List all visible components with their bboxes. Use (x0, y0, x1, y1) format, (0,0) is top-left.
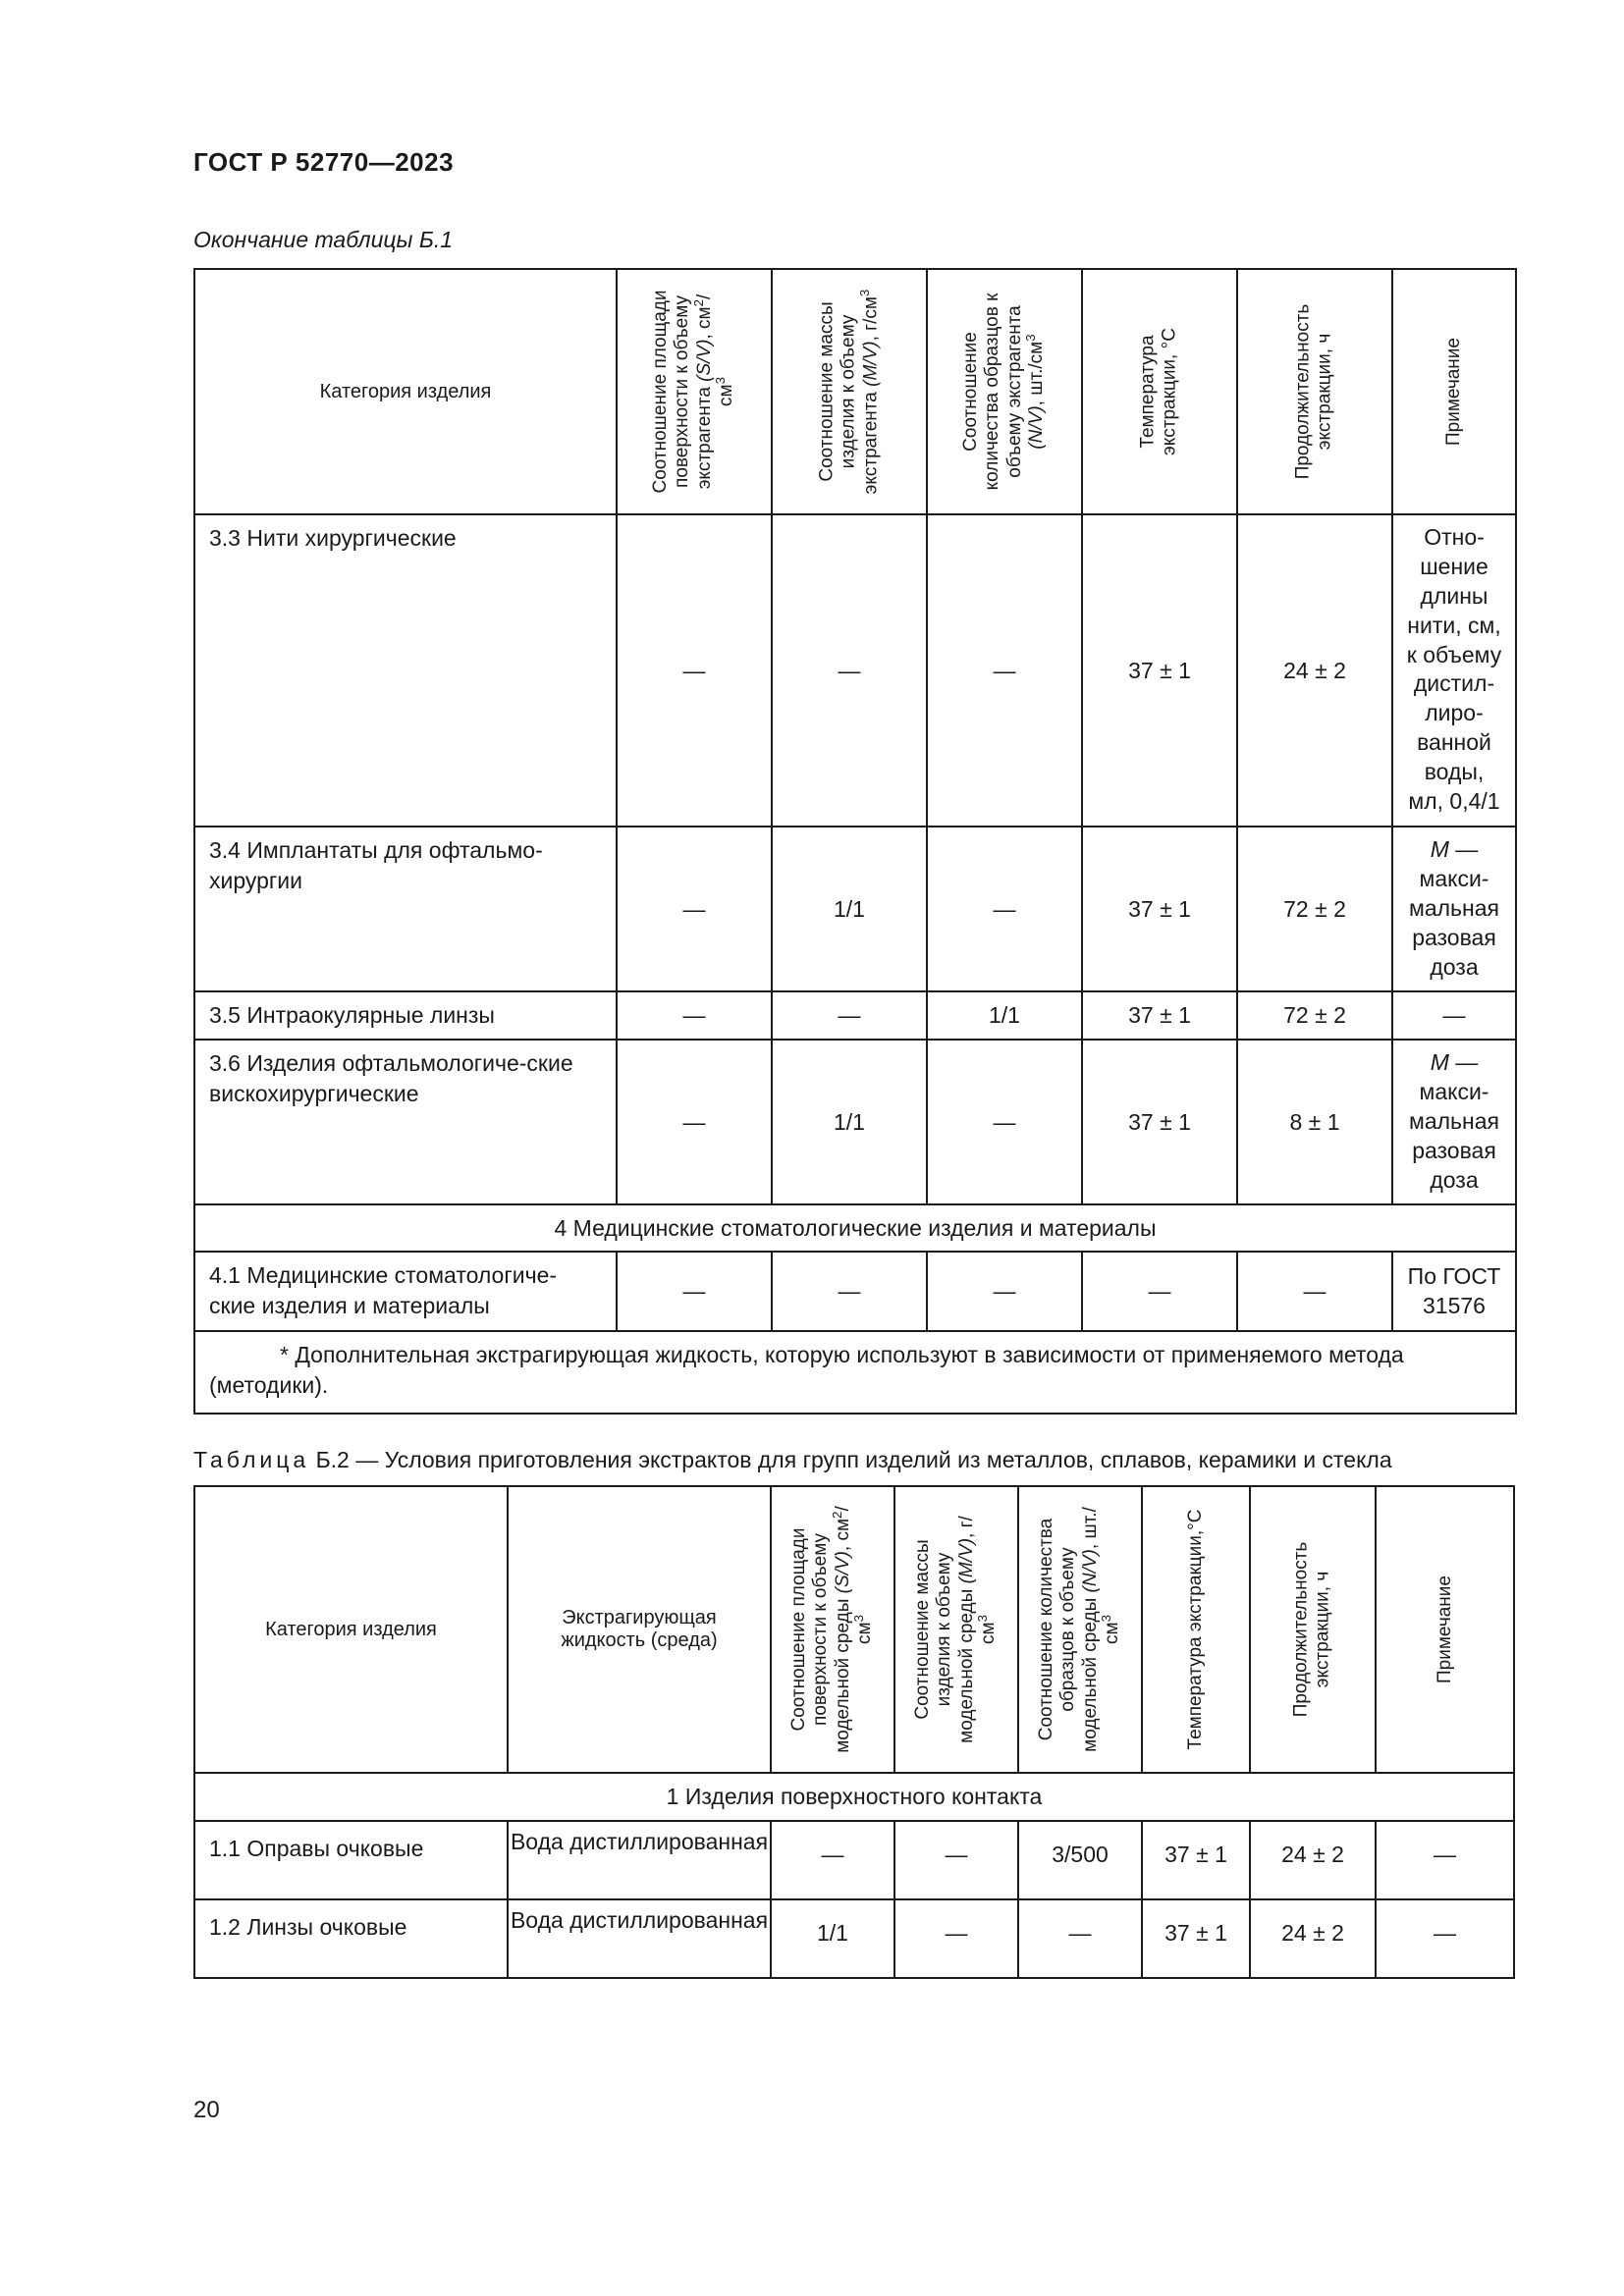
cell-nv: — (927, 1252, 1082, 1331)
cell-duration: 8 ± 1 (1237, 1040, 1392, 1204)
cell-category: 3.3 Нити хирургические (194, 514, 617, 827)
cell-temperature: 37 ± 1 (1142, 1821, 1250, 1899)
cell-mv: 1/1 (772, 827, 927, 991)
cell-category: 3.4 Имплантаты для офтальмо-хирургии (194, 827, 617, 991)
column-header-category: Категория изделия (194, 269, 617, 514)
cell-mv: — (894, 1821, 1018, 1899)
cell-category: 1.1 Оправы очковые (194, 1821, 508, 1899)
cell-note: M — макси- мальная разовая доза (1392, 1040, 1516, 1204)
section-row (194, 1773, 1514, 1821)
cell-note: — (1376, 1899, 1514, 1978)
table-b2-title: Таблица Б.2 — Условия приготовления экстрактов для групп изделий из металлов, сплавов, керамики и стекла (193, 1447, 1392, 1472)
column-header-duration: Продолжительность экстракции, ч (1237, 269, 1392, 514)
column-header-sv: Соотношение площади поверхности к объему экстрагента (S/V), $см^2/см^3$ (617, 269, 772, 514)
table-b1 (193, 268, 1517, 1415)
cell-temperature: 37 ± 1 (1082, 827, 1237, 991)
column-header-liquid: Экстрагирующая жидкость (среда) (508, 1486, 771, 1773)
cell-nv: 3/500 (1018, 1821, 1142, 1899)
cell-temperature: 37 ± 1 (1082, 1040, 1237, 1204)
table-row (194, 1040, 1516, 1204)
table-row (194, 1252, 1516, 1331)
table-row (194, 827, 1516, 991)
cell-nv: — (1018, 1899, 1142, 1978)
cell-duration: 72 ± 2 (1237, 827, 1392, 991)
cell-liquid: Вода дистиллированная (508, 1899, 771, 1978)
column-header-sv: Соотношение площади поверхности к объему модельной среды (S/V), $см^2/см^3$ (771, 1486, 894, 1773)
cell-mv: 1/1 (772, 1040, 927, 1204)
column-header-mv: Соотношение массы изделия к объему экстрагента (M/V), $г/см^3$ (772, 269, 927, 514)
cell-sv: 1/1 (771, 1899, 894, 1978)
column-header-mv: Соотношение массы изделия к объему модельной среды (M/V), $г/см^3$ (894, 1486, 1018, 1773)
cell-temperature: 37 ± 1 (1142, 1899, 1250, 1978)
column-header-temperature: Температура экстракции,°С (1142, 1486, 1250, 1773)
cell-category: 3.6 Изделия офтальмологиче-ские вискохирургические (194, 1040, 617, 1204)
cell-note: M — макси- мальная разовая доза (1392, 827, 1516, 991)
column-header-note: Примечание (1376, 1486, 1514, 1773)
cell-category: 1.2 Линзы очковые (194, 1899, 508, 1978)
section-heading: 4 Медицинские стоматологические изделия и материалы (194, 1204, 1516, 1252)
document-code: ГОСТ Р 52770—2023 (193, 147, 455, 177)
cell-duration: 24 ± 2 (1250, 1899, 1376, 1978)
cell-category: 4.1 Медицинские стоматологиче-ские изделия и материалы (194, 1252, 617, 1331)
column-header-duration: Продолжительность экстракции, ч (1250, 1486, 1376, 1773)
cell-sv: — (617, 1252, 772, 1331)
column-header-nv: Соотношение количества образцов к объему экстрагента (N/V), $шт./см^3$ (927, 269, 1082, 514)
table-row (194, 991, 1516, 1040)
cell-sv: — (617, 1040, 772, 1204)
table-row (194, 514, 1516, 827)
cell-note: — (1392, 991, 1516, 1040)
cell-duration: 24 ± 2 (1237, 514, 1392, 827)
column-header-temperature: Температура экстракции, °С (1082, 269, 1237, 514)
table-b2 (193, 1485, 1515, 1979)
cell-mv: — (772, 991, 927, 1040)
cell-duration: 24 ± 2 (1250, 1821, 1376, 1899)
cell-mv: — (772, 514, 927, 827)
cell-duration: 72 ± 2 (1237, 991, 1392, 1040)
cell-note: — (1376, 1821, 1514, 1899)
footnote-row (194, 1331, 1516, 1414)
cell-mv: — (772, 1252, 927, 1331)
cell-sv: — (617, 514, 772, 827)
table-header-row (194, 1486, 1514, 1773)
cell-sv: — (617, 991, 772, 1040)
cell-note: Отно- шение длины нити, см, к объему дистил- лиро- ванной воды, мл, 0,4/1 (1392, 514, 1516, 827)
cell-nv: — (927, 1040, 1082, 1204)
cell-liquid: Вода дистиллированная (508, 1821, 771, 1899)
cell-nv: — (927, 827, 1082, 991)
table-footnote: * Дополнительная экстрагирующая жидкость, которую используют в зависимости от применяемого метода (методики). (194, 1331, 1516, 1414)
column-header-nv: Соотношение количества образцов к объему модельной среды (N/V), $шт./см^3$ (1018, 1486, 1142, 1773)
cell-sv: — (771, 1821, 894, 1899)
column-header-category: Категория изделия (194, 1486, 508, 1773)
table-continuation-caption: Окончание таблицы Б.1 (193, 227, 454, 252)
table-header-row (194, 269, 1516, 514)
table-row (194, 1899, 1514, 1978)
section-heading: 1 Изделия поверхностного контакта (194, 1773, 1514, 1821)
cell-sv: — (617, 827, 772, 991)
cell-temperature: 37 ± 1 (1082, 514, 1237, 827)
page-number: 20 (193, 2097, 220, 2123)
cell-temperature: — (1082, 1252, 1237, 1331)
cell-temperature: 37 ± 1 (1082, 991, 1237, 1040)
table-row (194, 1821, 1514, 1899)
cell-duration: — (1237, 1252, 1392, 1331)
cell-note: По ГОСТ 31576 (1392, 1252, 1516, 1331)
cell-nv: — (927, 514, 1082, 827)
cell-mv: — (894, 1899, 1018, 1978)
cell-category: 3.5 Интраокулярные линзы (194, 991, 617, 1040)
section-row (194, 1204, 1516, 1252)
column-header-note: Примечание (1392, 269, 1516, 514)
cell-nv: 1/1 (927, 991, 1082, 1040)
